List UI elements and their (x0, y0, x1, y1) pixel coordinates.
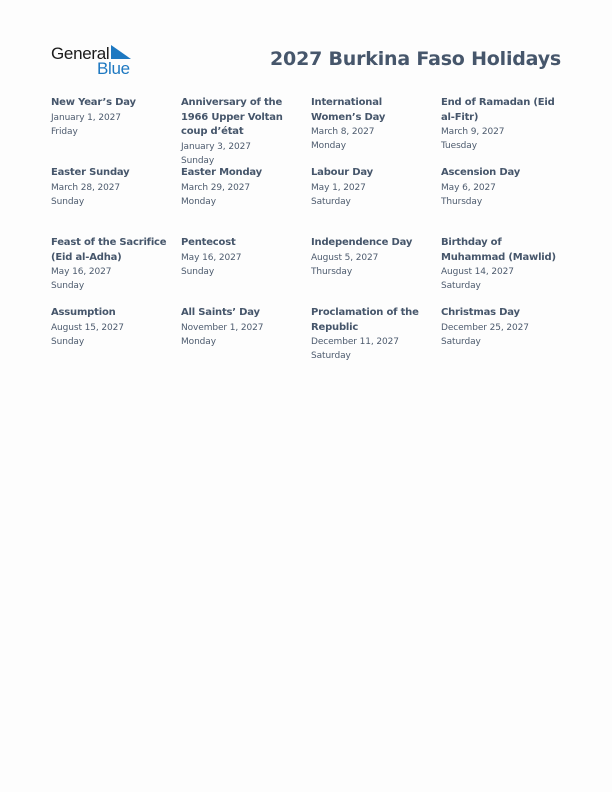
holiday-date: May 16, 2027 (181, 252, 242, 263)
holiday-name: Easter Monday (181, 167, 262, 178)
holiday-date: August 5, 2027 (311, 252, 379, 263)
holiday-weekday: Friday (51, 126, 78, 137)
holiday-item (181, 166, 311, 236)
holiday-date: May 1, 2027 (311, 182, 366, 193)
holiday-item (181, 236, 311, 306)
holiday-date: December 11, 2027 (311, 337, 399, 347)
holiday-item (51, 166, 181, 236)
holiday-name: Independence Day (311, 237, 413, 248)
holiday-date: December 25, 2027 (441, 322, 529, 333)
holiday-date: May 6, 2027 (441, 182, 496, 193)
holiday-name: Feast of the Sacrifice (Eid al-Adha) (51, 237, 167, 263)
holiday-name: Pentecost (181, 237, 236, 248)
holiday-item (441, 166, 571, 236)
holiday-weekday: Sunday (181, 155, 215, 166)
holiday-weekday: Sunday (181, 266, 215, 277)
holiday-date: January 3, 2027 (181, 141, 251, 152)
holiday-weekday: Thursday (441, 196, 483, 207)
holiday-name: Assumption (51, 307, 116, 318)
holiday-item (311, 236, 441, 306)
holiday-name: International Women’s Day (311, 97, 386, 123)
holiday-weekday: Monday (311, 141, 346, 151)
holiday-weekday: Thursday (311, 266, 353, 277)
page-title: 2027 Burkina Faso Holidays (270, 48, 561, 70)
holiday-weekday: Saturday (311, 351, 351, 361)
holiday-name: End of Ramadan (Eid al-Fitr) (441, 97, 555, 123)
holiday-date: March 8, 2027 (311, 127, 375, 137)
holiday-weekday: Monday (181, 196, 216, 207)
holiday-name: Ascension Day (441, 167, 521, 178)
holiday-weekday: Monday (181, 336, 216, 347)
holiday-item (441, 306, 571, 376)
logo-text-general: General (51, 44, 110, 63)
holiday-item (311, 166, 441, 236)
holiday-name: Proclamation of the Republic (311, 307, 419, 333)
holiday-name: Birthday of Muhammad (Mawlid) (441, 237, 556, 263)
holiday-weekday: Sunday (51, 336, 85, 347)
holiday-name: Labour Day (311, 167, 373, 178)
holiday-weekday: Tuesday (441, 141, 477, 151)
holiday-item (441, 96, 571, 166)
holiday-item (181, 306, 311, 376)
holiday-weekday: Saturday (311, 196, 351, 207)
holiday-date: March 29, 2027 (181, 182, 250, 193)
holiday-date: November 1, 2027 (181, 322, 264, 333)
generalblue-logo (50, 44, 134, 78)
holiday-item (311, 96, 441, 166)
holiday-weekday: Saturday (441, 281, 481, 291)
holiday-date: January 1, 2027 (51, 112, 121, 123)
holiday-grid (51, 96, 571, 376)
holiday-item (51, 96, 181, 166)
logo-text-blue: Blue (97, 59, 130, 78)
holiday-name: Anniversary of the 1966 Upper Voltan coup d’état (181, 97, 283, 137)
holiday-weekday: Sunday (51, 281, 85, 291)
holiday-weekday: Saturday (441, 336, 481, 347)
holiday-name: Easter Sunday (51, 167, 130, 178)
holiday-item (51, 236, 181, 306)
holiday-name: All Saints’ Day (181, 307, 260, 318)
holiday-name: New Year’s Day (51, 97, 136, 108)
holiday-name: Christmas Day (441, 307, 520, 318)
holiday-date: August 15, 2027 (51, 322, 124, 333)
holiday-item (181, 96, 311, 166)
holiday-item (51, 306, 181, 376)
holiday-item (311, 306, 441, 376)
holiday-date: March 9, 2027 (441, 127, 505, 137)
holiday-item (441, 236, 571, 306)
holiday-weekday: Sunday (51, 196, 85, 207)
holiday-date: May 16, 2027 (51, 267, 112, 277)
holiday-date: August 14, 2027 (441, 267, 514, 277)
holiday-date: March 28, 2027 (51, 182, 120, 193)
